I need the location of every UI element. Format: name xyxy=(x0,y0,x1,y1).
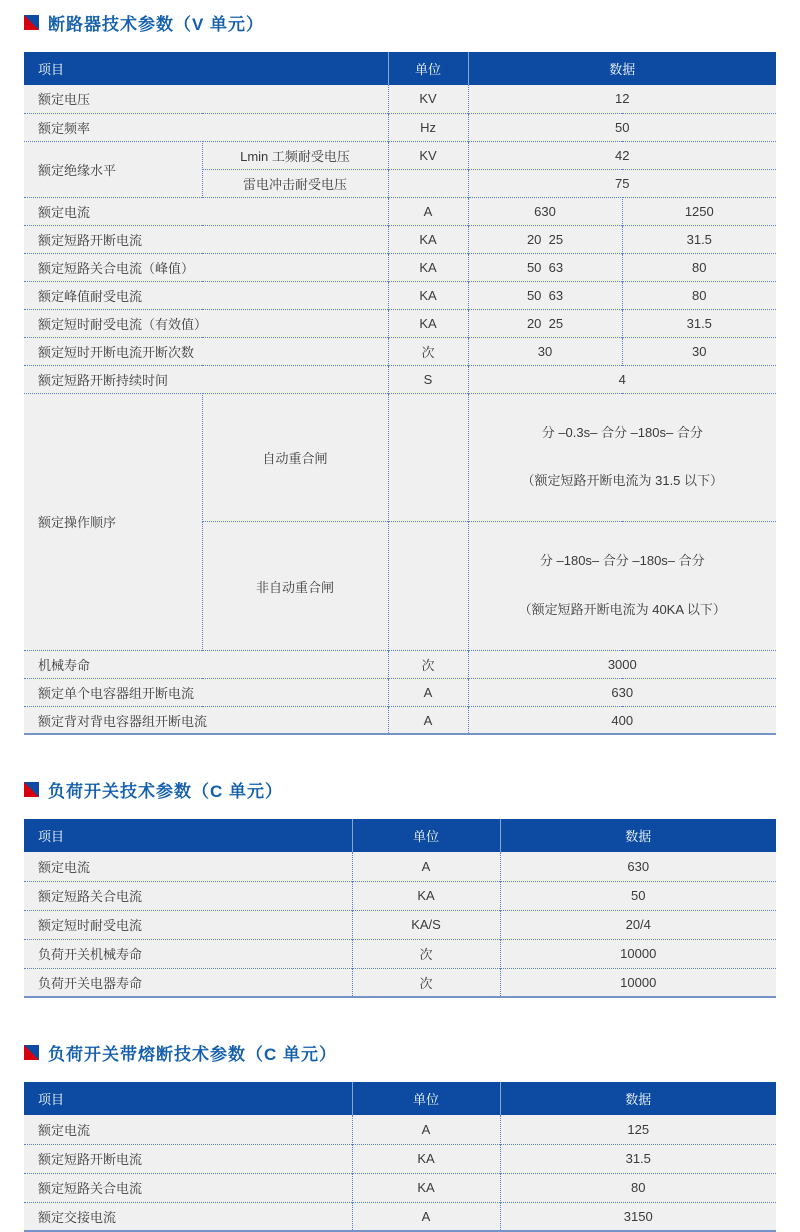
spec-table-c-unit xyxy=(24,819,776,998)
spec-table-c-unit-fuse xyxy=(24,1082,776,1232)
group-cell: 额定操作顺序 xyxy=(24,393,202,650)
table-row xyxy=(24,706,776,734)
item-cell: 额定背对背电容器组开断电流 xyxy=(24,706,388,734)
unit-cell: 次 xyxy=(352,968,500,997)
data-line: 分 –180s– 合分 –180s– 合分 xyxy=(539,553,705,569)
data-cell: 50 xyxy=(500,881,776,910)
item-cell: 额定短时开断电流开断次数 xyxy=(24,337,388,365)
section-circuit-breaker xyxy=(24,10,776,735)
unit-cell: KA/S xyxy=(352,910,500,939)
item-cell: 额定短路关合电流 xyxy=(24,881,352,910)
item-cell: 额定短路开断持续时间 xyxy=(24,365,388,393)
data-cell: 3000 xyxy=(468,650,776,678)
column-header-item: 项目 xyxy=(24,52,388,85)
section-marker-icon xyxy=(24,782,39,797)
item-cell: 额定交接电流 xyxy=(24,1202,352,1231)
data-cell: 1250 xyxy=(622,197,776,225)
table-header-row xyxy=(24,52,776,85)
data-cell: 31.5 xyxy=(622,309,776,337)
item-cell: 机械寿命 xyxy=(24,650,388,678)
data-cell: 400 xyxy=(468,706,776,734)
spec-table-v-unit xyxy=(24,52,776,735)
section-marker-icon xyxy=(24,15,39,30)
table-header-row xyxy=(24,819,776,852)
table-row xyxy=(24,1144,776,1173)
unit-cell xyxy=(388,169,468,197)
item-cell: 额定电流 xyxy=(24,1115,352,1144)
section-load-switch-fuse xyxy=(24,1040,776,1232)
data-cell: 30 xyxy=(468,337,622,365)
unit-cell: KA xyxy=(352,1173,500,1202)
section-heading: 负荷开关带熔断技术参数（C 单元） xyxy=(48,1045,337,1065)
unit-cell: A xyxy=(388,706,468,734)
table-row xyxy=(24,393,776,522)
sub-item-cell: Lmin 工频耐受电压 xyxy=(202,141,388,169)
data-line: （额定短路开断电流为 40KA 以下） xyxy=(518,602,726,618)
data-cell: 31.5 xyxy=(622,225,776,253)
data-cell xyxy=(468,393,776,522)
data-cell: 630 xyxy=(468,197,622,225)
table-row xyxy=(24,968,776,997)
column-header-item: 项目 xyxy=(24,819,352,852)
table-row xyxy=(24,253,776,281)
unit-cell: A xyxy=(388,678,468,706)
page-title: 断路器技术参数（V 单元） xyxy=(48,15,265,34)
item-cell: 负荷开关电器寿命 xyxy=(24,968,352,997)
sub-item-cell: 雷电冲击耐受电压 xyxy=(202,169,388,197)
unit-cell: S xyxy=(388,365,468,393)
section-load-switch xyxy=(24,777,776,998)
unit-cell: 次 xyxy=(352,939,500,968)
item-cell: 额定短时耐受电流（有效值） xyxy=(24,309,388,337)
column-header-item: 项目 xyxy=(24,1082,352,1115)
item-cell: 额定单个电容器组开断电流 xyxy=(24,678,388,706)
data-cell: 125 xyxy=(627,1122,650,1138)
item-cell: 额定电压 xyxy=(24,85,388,113)
table-row xyxy=(24,1115,776,1144)
column-header-data: 数据 xyxy=(468,52,776,85)
column-header-data: 数据 xyxy=(500,1082,776,1115)
table-header-row xyxy=(24,1082,776,1115)
data-cell: 3150 xyxy=(500,1202,776,1231)
unit-cell: KA xyxy=(388,281,468,309)
data-cell: 75 xyxy=(468,169,776,197)
data-cell: 12 xyxy=(615,91,630,107)
unit-cell: KA xyxy=(352,881,500,910)
unit-cell: KA xyxy=(352,1144,500,1173)
column-header-unit: 单位 xyxy=(352,819,500,852)
table-row xyxy=(24,881,776,910)
table-row xyxy=(24,85,776,113)
data-cell: 42 xyxy=(468,141,776,169)
data-cell: 20 25 xyxy=(468,309,622,337)
data-cell xyxy=(468,522,776,651)
item-cell: 额定短路开断电流 xyxy=(24,1144,352,1173)
unit-cell: A xyxy=(352,1202,500,1231)
data-line: 分 –0.3s– 合分 –180s– 合分 xyxy=(541,424,703,440)
data-cell: 30 xyxy=(622,337,776,365)
item-cell: 额定频率 xyxy=(24,113,388,141)
table-row xyxy=(24,852,776,881)
section-marker-icon xyxy=(24,1045,39,1060)
data-cell: 4 xyxy=(468,365,776,393)
section-title xyxy=(24,10,776,35)
unit-cell: KV xyxy=(388,141,468,169)
table-row xyxy=(24,281,776,309)
data-cell: 50 63 xyxy=(468,253,622,281)
data-cell: 630 xyxy=(468,678,776,706)
column-header-unit: 单位 xyxy=(388,52,468,85)
unit-cell: KV xyxy=(388,85,468,113)
unit-cell: Hz xyxy=(388,113,468,141)
item-cell: 额定短路关合电流 xyxy=(24,1173,352,1202)
table-row xyxy=(24,113,776,141)
item-cell: 额定电流 xyxy=(24,197,388,225)
data-cell: 20/4 xyxy=(500,910,776,939)
data-cell: 50 xyxy=(468,113,776,141)
table-row xyxy=(24,910,776,939)
table-row xyxy=(24,939,776,968)
unit-cell: A xyxy=(388,197,468,225)
unit-cell: KA xyxy=(388,309,468,337)
data-line: （额定短路开断电流为 31.5 以下） xyxy=(521,473,724,489)
table-row xyxy=(24,225,776,253)
item-cell: 额定峰值耐受电流 xyxy=(24,281,388,309)
data-cell: 20 25 xyxy=(468,225,622,253)
item-cell: 负荷开关机械寿命 xyxy=(24,939,352,968)
table-row xyxy=(24,197,776,225)
unit-cell xyxy=(388,522,468,651)
unit-cell: 次 xyxy=(388,650,468,678)
unit-cell: A xyxy=(352,1115,500,1144)
table-row xyxy=(24,337,776,365)
unit-cell: KA xyxy=(388,253,468,281)
table-row xyxy=(24,141,776,169)
column-header-data: 数据 xyxy=(500,819,776,852)
section-title xyxy=(24,1040,776,1065)
unit-cell: A xyxy=(352,852,500,881)
table-row xyxy=(24,309,776,337)
section-heading: 负荷开关技术参数（C 单元） xyxy=(48,782,283,802)
data-cell: 630 xyxy=(627,859,650,875)
item-cell: 额定短路关合电流（峰值） xyxy=(24,253,388,281)
sub-item-cell: 非自动重合闸 xyxy=(202,522,388,651)
data-cell: 10000 xyxy=(500,968,776,997)
table-row xyxy=(24,678,776,706)
table-row xyxy=(24,650,776,678)
unit-cell xyxy=(388,393,468,522)
data-cell: 80 xyxy=(500,1173,776,1202)
data-cell: 80 xyxy=(622,281,776,309)
table-row xyxy=(24,1202,776,1231)
item-cell: 额定短时耐受电流 xyxy=(24,910,352,939)
unit-cell: 次 xyxy=(388,337,468,365)
section-title xyxy=(24,777,776,802)
sub-item-cell: 自动重合闸 xyxy=(202,393,388,522)
table-row xyxy=(24,1173,776,1202)
group-cell: 额定绝缘水平 xyxy=(24,141,202,197)
data-cell: 10000 xyxy=(500,939,776,968)
item-cell: 额定电流 xyxy=(24,852,352,881)
table-row xyxy=(24,365,776,393)
data-cell: 31.5 xyxy=(500,1144,776,1173)
unit-cell: KA xyxy=(388,225,468,253)
item-cell: 额定短路开断电流 xyxy=(24,225,388,253)
column-header-unit: 单位 xyxy=(352,1082,500,1115)
data-cell: 50 63 xyxy=(468,281,622,309)
data-cell: 80 xyxy=(622,253,776,281)
